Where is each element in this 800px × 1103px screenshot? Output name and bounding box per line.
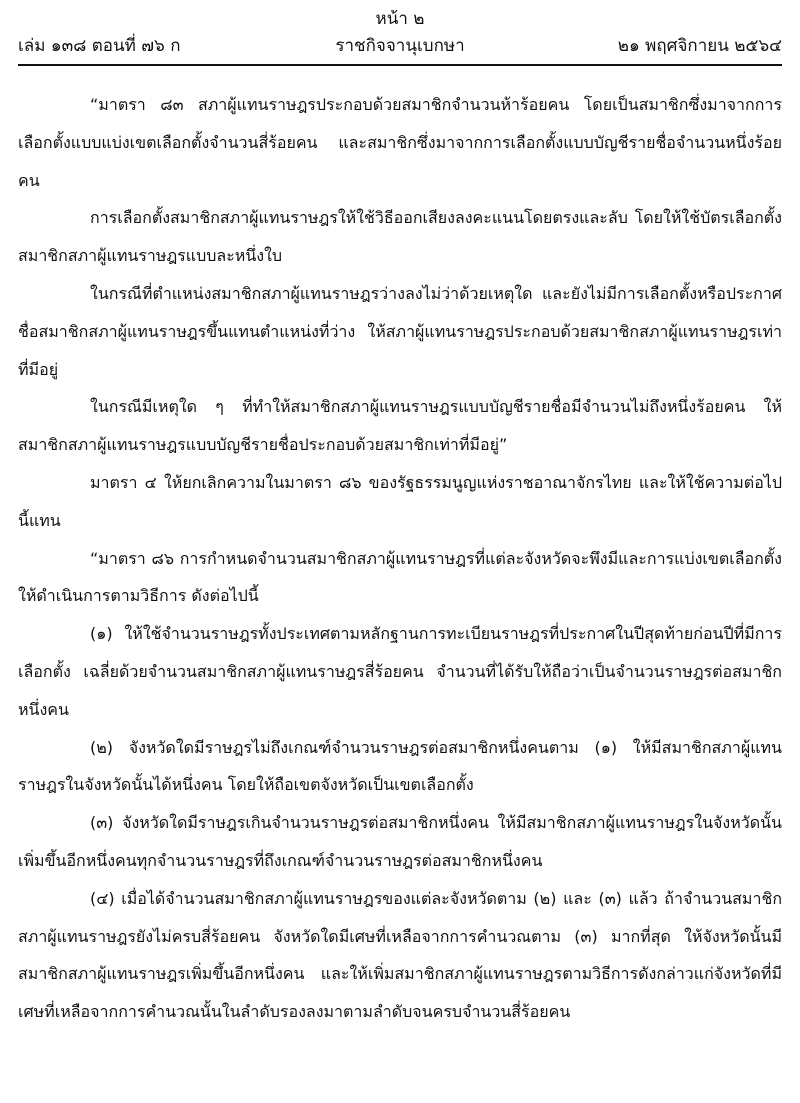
document-body bbox=[18, 86, 782, 1031]
paragraph-voting-method: การเลือกตั้งสมาชิกสภาผู้แทนราษฎรให้ใช้วิธีออกเสียงลงคะแนนโดยตรงและลับ โดยให้ใช้บัตรเลือกตั้งสมาชิกสภาผู้แทนราษฎรแบบละหนึ่งใบ bbox=[18, 208, 782, 266]
paragraph-item-3: (๓) จังหวัดใดมีราษฎรเกินจำนวนราษฎรต่อสมาชิกหนึ่งคน ให้มีสมาชิกสภาผู้แทนราษฎรในจังหวัดนั้นเพิ่มขึ้นอีกหนึ่งคนทุกจำนวนราษฎรที่ถึงเกณฑ์จำนวนราษฎรต่อสมาชิกหนึ่งคน bbox=[18, 813, 782, 870]
paragraph-party-list-shortfall: ในกรณีมีเหตุใด ๆ ที่ทำให้สมาชิกสภาผู้แทนราษฎรแบบบัญชีรายชื่อมีจำนวนไม่ถึงหนึ่งร้อยคน ให้สมาชิกสภาผู้แทนราษฎรแบบบัญชีรายชื่อประกอบด้วยสมาชิกเท่าที่มีอยู่” bbox=[18, 397, 782, 455]
paragraph-section-83: “มาตรา ๘๓ สภาผู้แทนราษฎรประกอบด้วยสมาชิกจำนวนห้าร้อยคน โดยเป็นสมาชิกซึ่งมาจากการเลือกตั้งแบบแบ่งเขตเลือกตั้งจำนวนสี่ร้อยคน และสมาชิกซึ่งมาจากการเลือกตั้งแบบบัญชีรายชื่อจำนวนหนึ่งร้อยคน bbox=[18, 95, 782, 190]
paragraph-section-4: มาตรา ๔ ให้ยกเลิกความในมาตรา ๘๖ ของรัฐธรรมนูญแห่งราชอาณาจักรไทย และให้ใช้ความต่อไปนี้แทน bbox=[18, 472, 782, 530]
paragraph-section-86: “มาตรา ๘๖ การกำหนดจำนวนสมาชิกสภาผู้แทนราษฎรที่แต่ละจังหวัดจะพึงมีและการแบ่งเขตเลือกตั้ง ให้ดำเนินการตามวิธีการ ดังต่อไปนี้ bbox=[18, 548, 782, 606]
paragraph-vacancy: ในกรณีที่ตำแหน่งสมาชิกสภาผู้แทนราษฎรว่างลงไม่ว่าด้วยเหตุใด และยังไม่มีการเลือกตั้งหรือประกาศชื่อสมาชิกสภาผู้แทนราษฎรขึ้นแทนตำแหน่งที่ว่าง ให้สภาผู้แทนราษฎรประกอบด้วยสมาชิกสภาผู้แทนราษฎรเท่าที่มีอยู่ bbox=[18, 283, 782, 379]
header-divider bbox=[18, 64, 782, 66]
publication-date: ๒๑ พฤศจิกายน ๒๕๖๔ bbox=[617, 36, 782, 56]
gazette-header bbox=[18, 32, 782, 60]
volume-issue: เล่ม ๑๓๘ ตอนที่ ๗๖ ก bbox=[18, 36, 181, 56]
page-number: หน้า ๒ bbox=[375, 9, 425, 29]
paragraph-item-1: (๑) ให้ใช้จำนวนราษฎรทั้งประเทศตามหลักฐานการทะเบียนราษฎรที่ประกาศในปีสุดท้ายก่อนปีที่มีการเลือกตั้ง เฉลี่ยด้วยจำนวนสมาชิกสภาผู้แทนราษฎรสี่ร้อยคน จำนวนที่ได้รับให้ถือว่าเป็นจำนวนราษฎรต่อสมาชิกหนึ่งคน bbox=[18, 624, 782, 719]
publication-title: ราชกิจจานุเบกษา bbox=[335, 36, 465, 56]
paragraph-item-2: (๒) จังหวัดใดมีราษฎรไม่ถึงเกณฑ์จำนวนราษฎรต่อสมาชิกหนึ่งคนตาม (๑) ให้มีสมาชิกสภาผู้แทนราษฎรในจังหวัดนั้นได้หนึ่งคน โดยให้ถือเขตจังหวัดเป็นเขตเลือกตั้ง bbox=[18, 737, 782, 795]
paragraph-item-4: (๔) เมื่อได้จำนวนสมาชิกสภาผู้แทนราษฎรของแต่ละจังหวัดตาม (๒) และ (๓) แล้ว ถ้าจำนวนสมาชิกสภาผู้แทนราษฎรยังไม่ครบสี่ร้อยคน จังหวัดใดมีเศษที่เหลือจากการคำนวณตาม (๓) มากที่สุด ให้จังหวัดนั้นมีสมาชิกสภาผู้แทนราษฎรเพิ่มขึ้นอีกหนึ่งคน และให้เพิ่มสมาชิกสภาผู้แทนราษฎรตามวิธีการดังกล่าวแก่จังหวัดที่มีเศษที่เหลือจากการคำนวณนั้นในลำดับรองลงมาตามลำดับจนครบจำนวนสี่ร้อยคน bbox=[18, 888, 782, 1022]
